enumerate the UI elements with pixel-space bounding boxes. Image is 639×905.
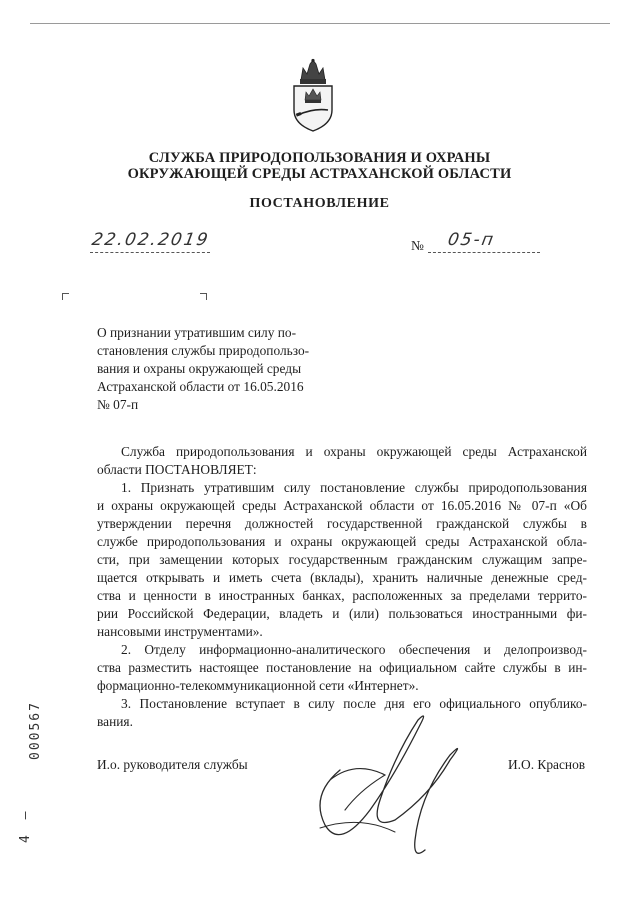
body-line: нансовыми инструментами». [97, 624, 263, 639]
signatory-title: И.о. руководителя службы [97, 757, 248, 772]
body-line: формационно-телекоммуникационной сети «Интернет». [97, 678, 419, 693]
body-line: сти, при замещении которых государственным гражданским служащим запре- [97, 552, 587, 567]
body-line: области ПОСТАНОВЛЯЕТ: [97, 462, 257, 477]
title-line: становления службы природопользо- [97, 343, 310, 358]
body-line: ства разместить настоящее постановление на официальном сайте службы в ин- [97, 660, 587, 675]
body-line: рии Российской Федерации, владеть и (или) пользоваться иностранными фи- [97, 606, 587, 621]
date-underline [90, 252, 210, 253]
body-line: утверждении перечня должностей государственной гражданской службы в [97, 516, 587, 531]
registration-stamp: 000567 [28, 701, 43, 760]
title-line: № 07-п [97, 397, 139, 412]
organization-name-line-1: СЛУЖБА ПРИРОДОПОЛЬЗОВАНИЯ И ОХРАНЫ [148, 150, 491, 166]
document-type: ПОСТАНОВЛЕНИЕ [249, 196, 390, 211]
title-line: вания и охраны окружающей среды [97, 361, 302, 376]
body-line: и охраны окружающей среды Астраханской области от 16.05.2016 № 07-п «Об [97, 498, 587, 513]
top-rule [30, 23, 610, 24]
body-line: ства и ценности в иностранных банках, расположенных за пределами террито- [97, 588, 587, 603]
document-date: 22.02.2019 [90, 230, 212, 250]
body-line: 2. Отделу информационно-аналитического обеспечения и делопроизвод- [121, 642, 587, 657]
title-line: О признании утратившим силу по- [97, 325, 297, 340]
body-line: вания. [97, 714, 133, 729]
body-line: Служба природопользования и охраны окружающей среды Астраханской [121, 444, 587, 459]
title-corner-left [62, 293, 69, 300]
organization-name-line-2: ОКРУЖАЮЩЕЙ СРЕДЫ АСТРАХАНСКОЙ ОБЛАСТИ [127, 166, 512, 182]
body-line: 3. Постановление вступает в силу после дня его официального опублико- [121, 696, 587, 711]
number-underline [428, 252, 540, 253]
coat-of-arms-emblem [287, 58, 339, 134]
title-line: Астраханской области от 16.05.2016 [97, 379, 304, 394]
body-line: службе природопользования и охраны окружающей среды Астраханской обла- [97, 534, 587, 549]
number-label: № [411, 238, 424, 253]
body-line: щается открывать и иметь счета (вклады), хранить наличные денежные сред- [97, 570, 587, 585]
document-number: 05-п [446, 230, 497, 250]
title-corner-right [200, 293, 207, 300]
handwritten-signature [300, 700, 475, 865]
page-mark: 4 — [18, 807, 33, 843]
body-line: 1. Признать утратившим силу постановление службы природопользования [121, 480, 587, 495]
signatory-name: И.О. Краснов [508, 757, 586, 772]
